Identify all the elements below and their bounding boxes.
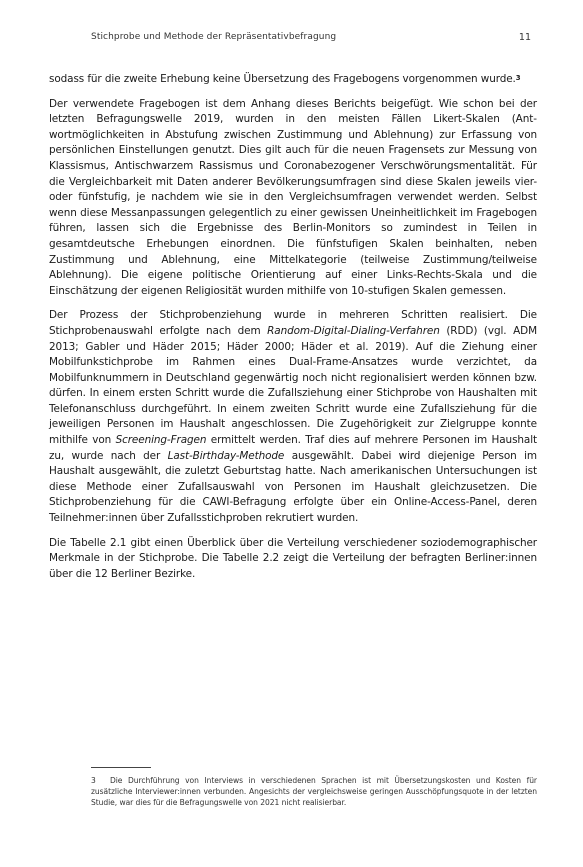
footnote-text: Die Durchführung von Interviews in verschiedenen Sprachen ist mit Übersetzungskosten und Kosten für zusätzliche Interviewer:innen verbunden. Angesichts der vergleichsweise geringen Ausschöpfungsquote in der letzten Studie, war dies für die Befragungswelle von 2021 nicht realisierbar. [91,776,537,807]
footnote [91,775,537,808]
paragraph-3-part-d: ausgewählt. Dabei wird diejenige Person im Haushalt ausgewählt, die zuletzt Geburtstag hatte. Nach amerikanischen Untersuchungen ist diese Methode einer Zufallsauswahl von Personen im Haushalt gleichzusetzen. Die Stichprobenziehung für die CAWI-Befragung erfolgte über ein Online-Access-Panel, deren Teilnehmer:innen über Zufallsstichproben rekrutiert wurden. [49,449,537,525]
screening-term: Screening-Fragen [115,434,207,447]
paragraph-2: Der verwendete Fragebogen ist dem Anhang dieses Berichts beigefügt. Wie schon bei der letzten Befragungswelle 2019, wurden in den meisten Fällen Likert-Skalen (Antwortmöglichkeiten in Abstufung zwischen Zustimmung und Ablehnung) zur Erfassung von persönlichen Einstellungen genutzt. Dies gilt auch für die neuen Fragensets zur Messung von Klassismus, Antischwarzem Rassismus und Coronabezogener Verschwörungsmentalität. Für die Vergleichbarkeit mit Daten anderer Bevölkerungsumfragen sind diese Skalen jeweils vier- oder fünfstufig, je nachdem wie sie in den Vergleichsumfragen verwendet werden. Selbst wenn diese Messanpassungen gelegentlich zu einer gewissen Uneinheitlichkeit im Fragebogen führen, lassen sich die Ergebnisse des Berlin-Monitors so zumindest in Teilen in gesamtdeutsche Erhebungen einordnen. Die fünfstufigen Skalen beinhalten, neben Zustimmung und Ablehnung, eine Mittelkategorie (teilweise Zustimmung/teilweise Ablehnung). Die eigene politische Orientierung auf einer Links-Rechts-Skala und die Einschätzung der eigenen Religiosität wurden mithilfe von 10-stufigen Skalen gemessen. [49,97,537,297]
footnote-reference[interactable]: 3 [515,74,521,82]
paragraph-1 [49,72,537,88]
body-text [49,72,537,591]
footnote-number: 3 [91,776,96,785]
paragraph-3-part-c: ermittelt werden. Traf dies auf mehrere Personen im Haushalt zu, wurde nach der [49,434,538,462]
paragraph-1-text: sodass für die zweite Erhebung keine Übersetzung des Fragebogens vorgenommen wurde. [49,73,516,85]
rdd-term: Random-Digital-Dialing-Verfahren [267,324,440,337]
paragraph-3-part-b: (RDD) (vgl. ADM 2013; Gabler und Häder 2015; Häder 2000; Häder et al. 2019). Auf die Ziehung einer Mobilfunkstichprobe im Rahmen eines Dual-Frame-Ansatzes wurde verzichtet, da Mobilfunknummern in Deutschland gegenwärtig noch nicht regionalisiert werden können bzw. dürfen. In einem ersten Schritt wurde die Zufallsziehung einer Stichprobe von Haushalten mit Telefonanschluss durchgeführt. In einem zweiten Schritt wurde eine Zufallsziehung für die jeweiligen Personen im Haushalt angeschlossen. Die Zugehörigkeit zur Zielgruppe konnte mithilfe von [49,324,537,447]
last-birthday-term: Last-Birthday-Methode [167,449,285,462]
paragraph-3 [49,308,537,526]
running-head: Stichprobe und Methode der Repräsentativbefragung [91,32,337,42]
footnote-divider [91,767,151,768]
paragraph-4: Die Tabelle 2.1 gibt einen Überblick über die Verteilung verschiedener soziodemographischer Merkmale in der Stichprobe. Die Tabelle 2.2 zeigt die Verteilung der befragten Berliner:innen über die 12 Berliner Bezirke. [49,536,537,580]
paragraph-3-part-a: Der Prozess der Stichprobenziehung wurde in mehreren Schritten realisiert. Die Stichprobenauswahl erfolgte nach dem [49,309,537,337]
page-number: 11 [518,32,531,43]
